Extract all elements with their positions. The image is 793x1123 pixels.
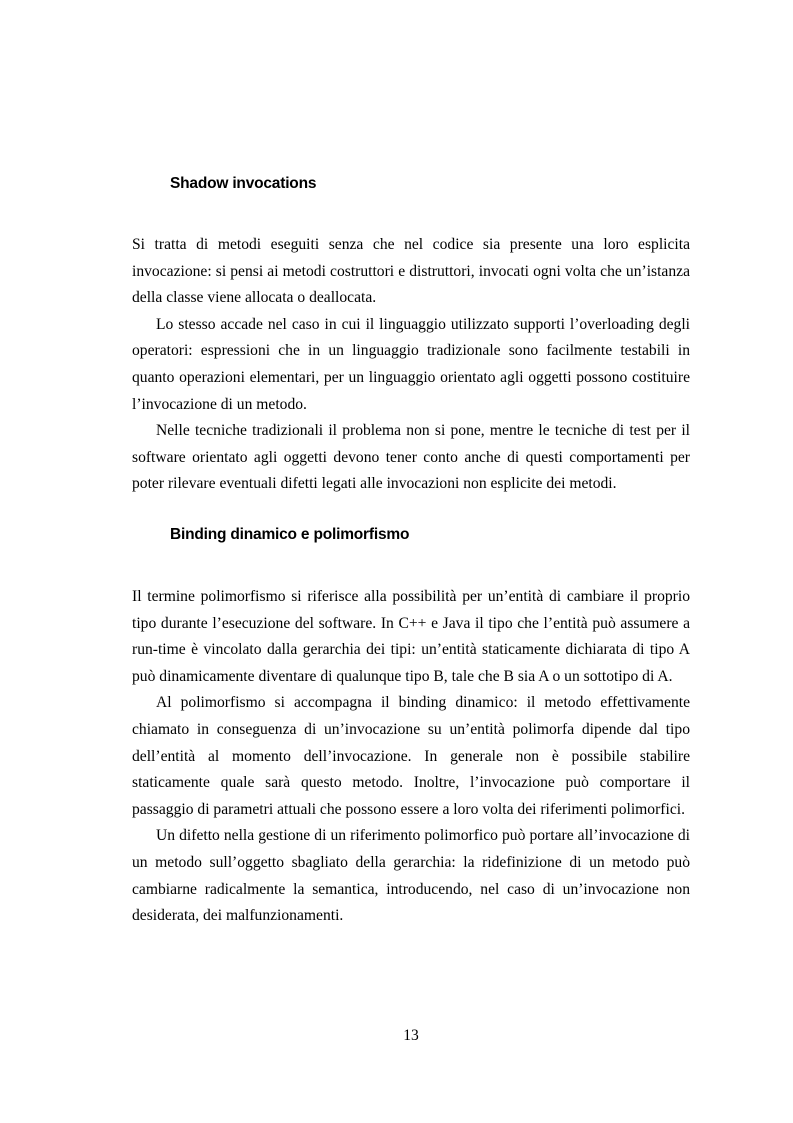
document-page xyxy=(132,0,690,1123)
paragraph: Il termine polimorfismo si riferisce alla possibilità per un’entità di cambiare il proprio tipo durante l’esecuzione del software. In C++ e Java il tipo che l’entità può assumere a run-time è vincolato dalla gerarchia dei tipi: un’entità staticamente dichiarata di tipo A può dinamicamente diventare di qualunque tipo B, tale che B sia A o un sottotipo di A. xyxy=(132,588,690,685)
section-body-shadow-invocations xyxy=(132,232,690,498)
paragraph: Si tratta di metodi eseguiti senza che nel codice sia presente una loro esplicita invocazione: si pensi ai metodi costruttori e distruttori, invocati ogni volta che un’istanza della classe viene allocata o deallocata. xyxy=(132,236,690,307)
section-heading-shadow-invocations: Shadow invocations xyxy=(170,175,317,192)
paragraph: Un difetto nella gestione di un riferimento polimorfico può portare all’invocazione di un metodo sull’oggetto sbagliato della gerarchia: la ridefinizione di un metodo può cambiarne radicalmente la semantica, introducendo, nel caso di un’invocazione non desiderata, dei malfunzionamenti. xyxy=(132,827,690,925)
paragraph: Al polimorfismo si accompagna il binding dinamico: il metodo effettivamente chiamato in conseguenza di un’invocazione su un’entità polimorfa dipende dal tipo dell’entità al momento dell’invocazione. In generale non è possibile stabilire staticamente quale sarà questo metodo. Inoltre, l’invocazione può comportare il passaggio di parametri attuali che possono essere a loro volta dei riferimenti polimorfici. xyxy=(132,694,690,818)
paragraph: Lo stesso accade nel caso in cui il linguaggio utilizzato supporti l’overloading degli operatori: espressioni che in un linguaggio tradizionale sono facilmente testabili in quanto operazioni elementari, per un linguaggio orientato agli oggetti possono costituire l’invocazione di un metodo. xyxy=(132,315,690,413)
section-heading-binding-dinamico: Binding dinamico e polimorfismo xyxy=(170,526,410,543)
page-number: 13 xyxy=(403,1027,419,1044)
section-body-binding-dinamico xyxy=(132,584,690,930)
paragraph: Nelle tecniche tradizionali il problema non si pone, mentre le tecniche di test per il software orientato agli oggetti devono tener conto anche di questi comportamenti per poter rilevare eventuali difetti legati alle invocazioni non esplicite dei metodi. xyxy=(132,422,690,493)
